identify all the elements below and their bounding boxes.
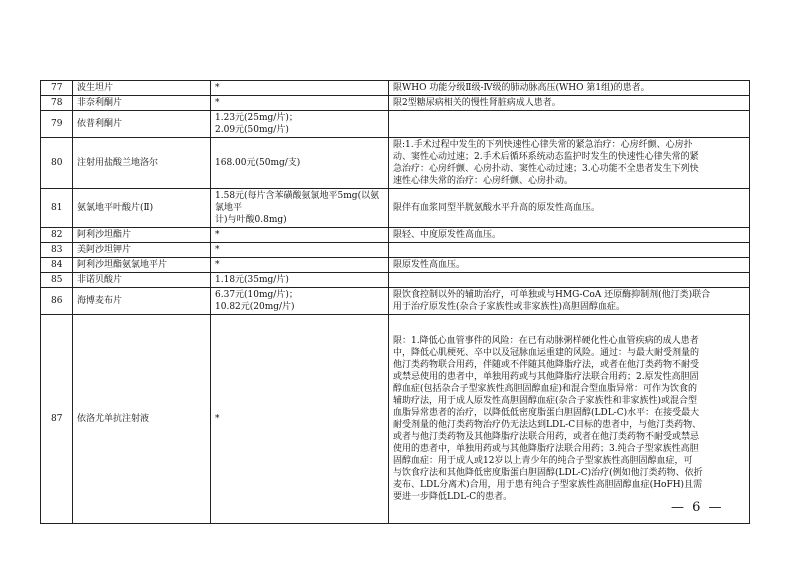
drug-name: 依洛尤单抗注射液 <box>73 315 211 524</box>
table-row <box>41 288 750 315</box>
restriction-note: 限WHO 功能分级Ⅱ级-Ⅳ级的肺动脉高压(WHO 第1组)的患者。 <box>389 81 750 96</box>
drug-price: * <box>211 258 389 273</box>
drug-name: 美阿沙坦钾片 <box>73 243 211 258</box>
drug-name: 海博麦布片 <box>73 288 211 315</box>
drug-price: 6.37元(10mg/片)； 10.82元(20mg/片) <box>211 288 389 315</box>
row-number: 80 <box>41 138 73 189</box>
drug-name: 波生坦片 <box>73 81 211 96</box>
restriction-note <box>389 243 750 258</box>
drug-table-body <box>41 81 750 524</box>
row-number: 81 <box>41 189 73 228</box>
row-number: 87 <box>41 315 73 524</box>
row-number: 86 <box>41 288 73 315</box>
drug-price: * <box>211 96 389 111</box>
row-number: 85 <box>41 273 73 288</box>
restriction-note: 限：1.降低心血管事件的风险：在已有动脉粥样硬化性心血管疾病的成人患者 中，降低心肌梗死、卒中以及冠脉血运重建的风险。通过：与最大耐受剂量的 他汀类药物联合用药，伴随或不伴随其他降脂疗法，或者在他汀类药物不耐受 或禁忌使用的患者中，单独用药或与其他降脂疗法联合用药；2.原发性高胆固 醇血症(包括杂合子型家族性高胆固醇血症)和混合型血脂异常：可作为饮食的 辅助疗法，用于成人原发性高胆固醇血症(杂合子家族性和非家族性)或混合型 血脂异常患者的治疗，以降低低密度脂蛋白胆固醇(LDL-C)水平：在接受最大 耐受剂量的他汀类药物治疗仍无法达到LDL-C目标的患者中，与他汀类药物、 或者与他汀类药物及其他降脂疗法联合用药，或者在他汀类药物不耐受或禁忌 使用的患者中，单独用药或与其他降脂疗法联合用药；3.纯合子型家族性高胆 固醇血症：用于成人或12岁以上青少年的纯合子型家族性高胆固醇血症，可 与饮食疗法和其他降低密度脂蛋白胆固醇(LDL-C)治疗(例如他汀类药物、依折 麦布、LDL分离术)合用，用于患有纯合子型家族性高胆固醇血症(HoFH)且需 要进一步降低LDL-C的患者。 <box>389 315 750 524</box>
drug-name: 非奈利酮片 <box>73 96 211 111</box>
restriction-note: 限原发性高血压。 <box>389 258 750 273</box>
table-row <box>41 273 750 288</box>
drug-name: 氨氯地平叶酸片(Ⅱ) <box>73 189 211 228</box>
drug-name: 非诺贝酸片 <box>73 273 211 288</box>
drug-name: 注射用盐酸兰地洛尔 <box>73 138 211 189</box>
drug-price: * <box>211 81 389 96</box>
row-number: 79 <box>41 111 73 138</box>
drug-price: 1.58元(每片含苯磺酸氨氯地平5mg(以氨氯地平 计)与叶酸0.8mg) <box>211 189 389 228</box>
drug-price: 1.18元(35mg/片) <box>211 273 389 288</box>
table-row <box>41 138 750 189</box>
table-row <box>41 228 750 243</box>
table-row <box>41 315 750 524</box>
drug-price: 1.23元(25mg/片)； 2.09元(50mg/片) <box>211 111 389 138</box>
table-row <box>41 111 750 138</box>
row-number: 82 <box>41 228 73 243</box>
table-row <box>41 258 750 273</box>
restriction-note: 限伴有血浆同型半胱氨酸水平升高的原发性高血压。 <box>389 189 750 228</box>
drug-price: * <box>211 228 389 243</box>
drug-price: * <box>211 243 389 258</box>
row-number: 77 <box>41 81 73 96</box>
restriction-note: 限轻、中度原发性高血压。 <box>389 228 750 243</box>
row-number: 78 <box>41 96 73 111</box>
drug-price: 168.00元(50mg/支) <box>211 138 389 189</box>
table-row <box>41 189 750 228</box>
table-row <box>41 243 750 258</box>
table-row <box>41 81 750 96</box>
row-number: 84 <box>41 258 73 273</box>
drug-name: 阿利沙坦酯片 <box>73 228 211 243</box>
page-number: — 6 — <box>671 500 724 515</box>
table-row <box>41 96 750 111</box>
restriction-note: 限2型糖尿病相关的慢性肾脏病成人患者。 <box>389 96 750 111</box>
restriction-note <box>389 111 750 138</box>
restriction-note: 限:1.手术过程中发生的下列快速性心律失常的紧急治疗：心房纤颤、心房扑 动、窦性心动过速；2.手术后循环系统动态监护时发生的快速性心律失常的紧 急治疗：心房纤颤、心房扑动、窦性心动过速；3.心功能不全患者发生下列快 速性心律失常的治疗：心房纤颤、心房扑动。 <box>389 138 750 189</box>
drug-name: 阿利沙坦酯氨氯地平片 <box>73 258 211 273</box>
restriction-note: 限饮食控制以外的辅助治疗，可单独或与HMG-CoA 还原酶抑制剂(他汀类)联合 用于治疗原发性(杂合子家族性或非家族性)高胆固醇血症。 <box>389 288 750 315</box>
row-number: 83 <box>41 243 73 258</box>
drug-price: * <box>211 315 389 524</box>
drug-table <box>40 80 750 524</box>
drug-name: 依普利酮片 <box>73 111 211 138</box>
restriction-note <box>389 273 750 288</box>
